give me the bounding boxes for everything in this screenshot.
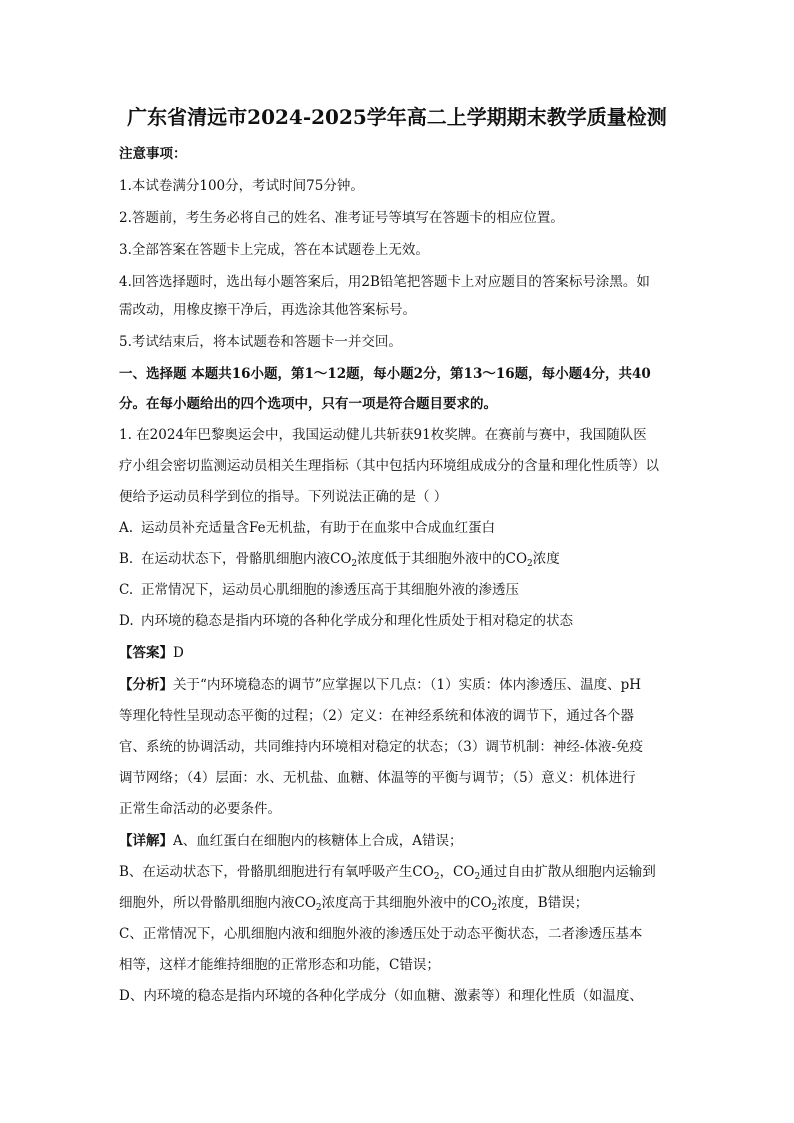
subscript: 2 [491, 903, 498, 913]
option-b-text: 在运动状态下，骨骼肌细胞内液CO [141, 551, 352, 567]
section-heading: 一、选择题 本题共16小题，第1～12题，每小题2分，第13～16题，每小题4分，共40 [119, 366, 651, 382]
option-c [119, 580, 519, 600]
subscript: 2 [474, 872, 481, 882]
option-b-letter: B. [119, 551, 134, 567]
analysis-text: 官、系统的协调活动，共同维持内环境相对稳定的状态；（3）调节机制：神经-体液-免疫 [119, 739, 643, 755]
analysis-tag: 【分析】 [119, 677, 173, 693]
option-d [119, 611, 573, 631]
detail-line-b1 [119, 862, 656, 887]
notice-heading: 注意事项： [119, 146, 187, 162]
detail-text: C、正常情况下，心肌细胞内液和细胞外液的渗透压处于动态平衡状态，二者渗透压基本 [119, 926, 643, 942]
analysis-text: 等理化特性呈现动态平衡的过程；（2）定义：在神经系统和体液的调节下，通过各个器 [119, 708, 634, 724]
detail-text: A、血红蛋白在细胞内的核糖体上合成，A错误； [173, 833, 463, 849]
notice-item: 4.回答选择题时，选出每小题答案后，用2B铅笔把答题卡上对应题目的答案标号涂黑。如 [119, 274, 650, 290]
subscript: 2 [527, 559, 533, 569]
option-a-text: 运动员补充适量含Fe无机盐，有助于在血浆中合成血红蛋白 [141, 520, 496, 536]
detail-text: 浓度高于其细胞外液中的CO [321, 895, 492, 911]
option-c-letter: C. [119, 582, 134, 598]
detail-tag: 【详解】 [119, 833, 173, 849]
section-heading-cont: 分。在每小题给出的四个选项中，只有一项是符合题目要求的。 [119, 396, 497, 412]
answer-value: D [173, 645, 184, 661]
option-d-letter: D. [119, 613, 134, 629]
page-title: 广东省清远市2024-2025学年高二上学期期末教学质量检测 [127, 105, 667, 129]
notice-item: 5.考试结束后，将本试题卷和答题卡一并交回。 [119, 334, 402, 350]
notice-item: 1.本试卷满分100分，考试时间75分钟。 [119, 178, 364, 194]
detail-text: B、在运动状态下，骨骼肌细胞进行有氧呼吸产生CO [119, 864, 434, 880]
analysis-line [119, 675, 641, 695]
notice-item: 3.全部答案在答题卡上完成，答在本试题卷上无效。 [119, 242, 429, 258]
detail-text: 相等，这样才能维持细胞的正常形态和功能，C错误； [119, 957, 440, 973]
detail-line [119, 831, 463, 851]
detail-text: 浓度，B错误； [497, 895, 589, 911]
option-a-letter: A. [119, 520, 134, 536]
detail-text: 细胞外，所以骨骼肌细胞内液CO [119, 895, 316, 911]
analysis-text: 调节网络；（4）层面：水、无机盐、血糖、体温等的平衡与调节；（5）意义：机体进行 [119, 770, 636, 786]
question-stem: 便给予运动员科学到位的指导。下列说法正确的是（ ） [119, 489, 448, 505]
notice-item: 需改动，用橡皮擦干净后，再选涂其他答案标号。 [119, 302, 416, 318]
analysis-text: 关于“内环境稳态的调节”应掌握以下几点：（1）实质：体内渗透压、温度、pH [173, 677, 642, 693]
answer-tag: 【答案】 [119, 645, 173, 661]
question-stem: 疗小组会密切监测运动员相关生理指标（其中包括内环境组成成分的含量和理化性质等）以 [119, 458, 659, 474]
question-stem: 1. 在2024年巴黎奥运会中，我国运动健儿共斩获91枚奖牌。在赛前与赛中，我国随队医 [119, 427, 647, 443]
detail-text: ，CO [439, 864, 475, 880]
analysis-text: 正常生命活动的必要条件。 [119, 801, 281, 817]
subscript: 2 [433, 872, 440, 882]
option-b-text: 浓度低于其细胞外液中的CO [357, 551, 528, 567]
detail-text: 通过自由扩散从细胞内运输到 [480, 864, 656, 880]
option-c-text: 正常情况下，运动员心肌细胞的渗透压高于其细胞外液的渗透压 [141, 582, 519, 598]
option-d-text: 内环境的稳态是指内环境的各种化学成分和理化性质处于相对稳定的状态 [141, 613, 573, 629]
detail-text: D、内环境的稳态是指内环境的各种化学成分（如血糖、激素等）和理化性质（如温度、 [119, 988, 643, 1004]
notice-item: 2.答题前，考生务必将自己的姓名、准考证号等填写在答题卡的相应位置。 [119, 210, 564, 226]
subscript: 2 [351, 559, 358, 569]
answer-line [119, 643, 184, 663]
option-b-text: 浓度 [532, 551, 560, 567]
detail-line-b2 [119, 893, 588, 918]
option-a [119, 518, 495, 538]
subscript: 2 [315, 903, 322, 913]
option-b [119, 549, 560, 574]
